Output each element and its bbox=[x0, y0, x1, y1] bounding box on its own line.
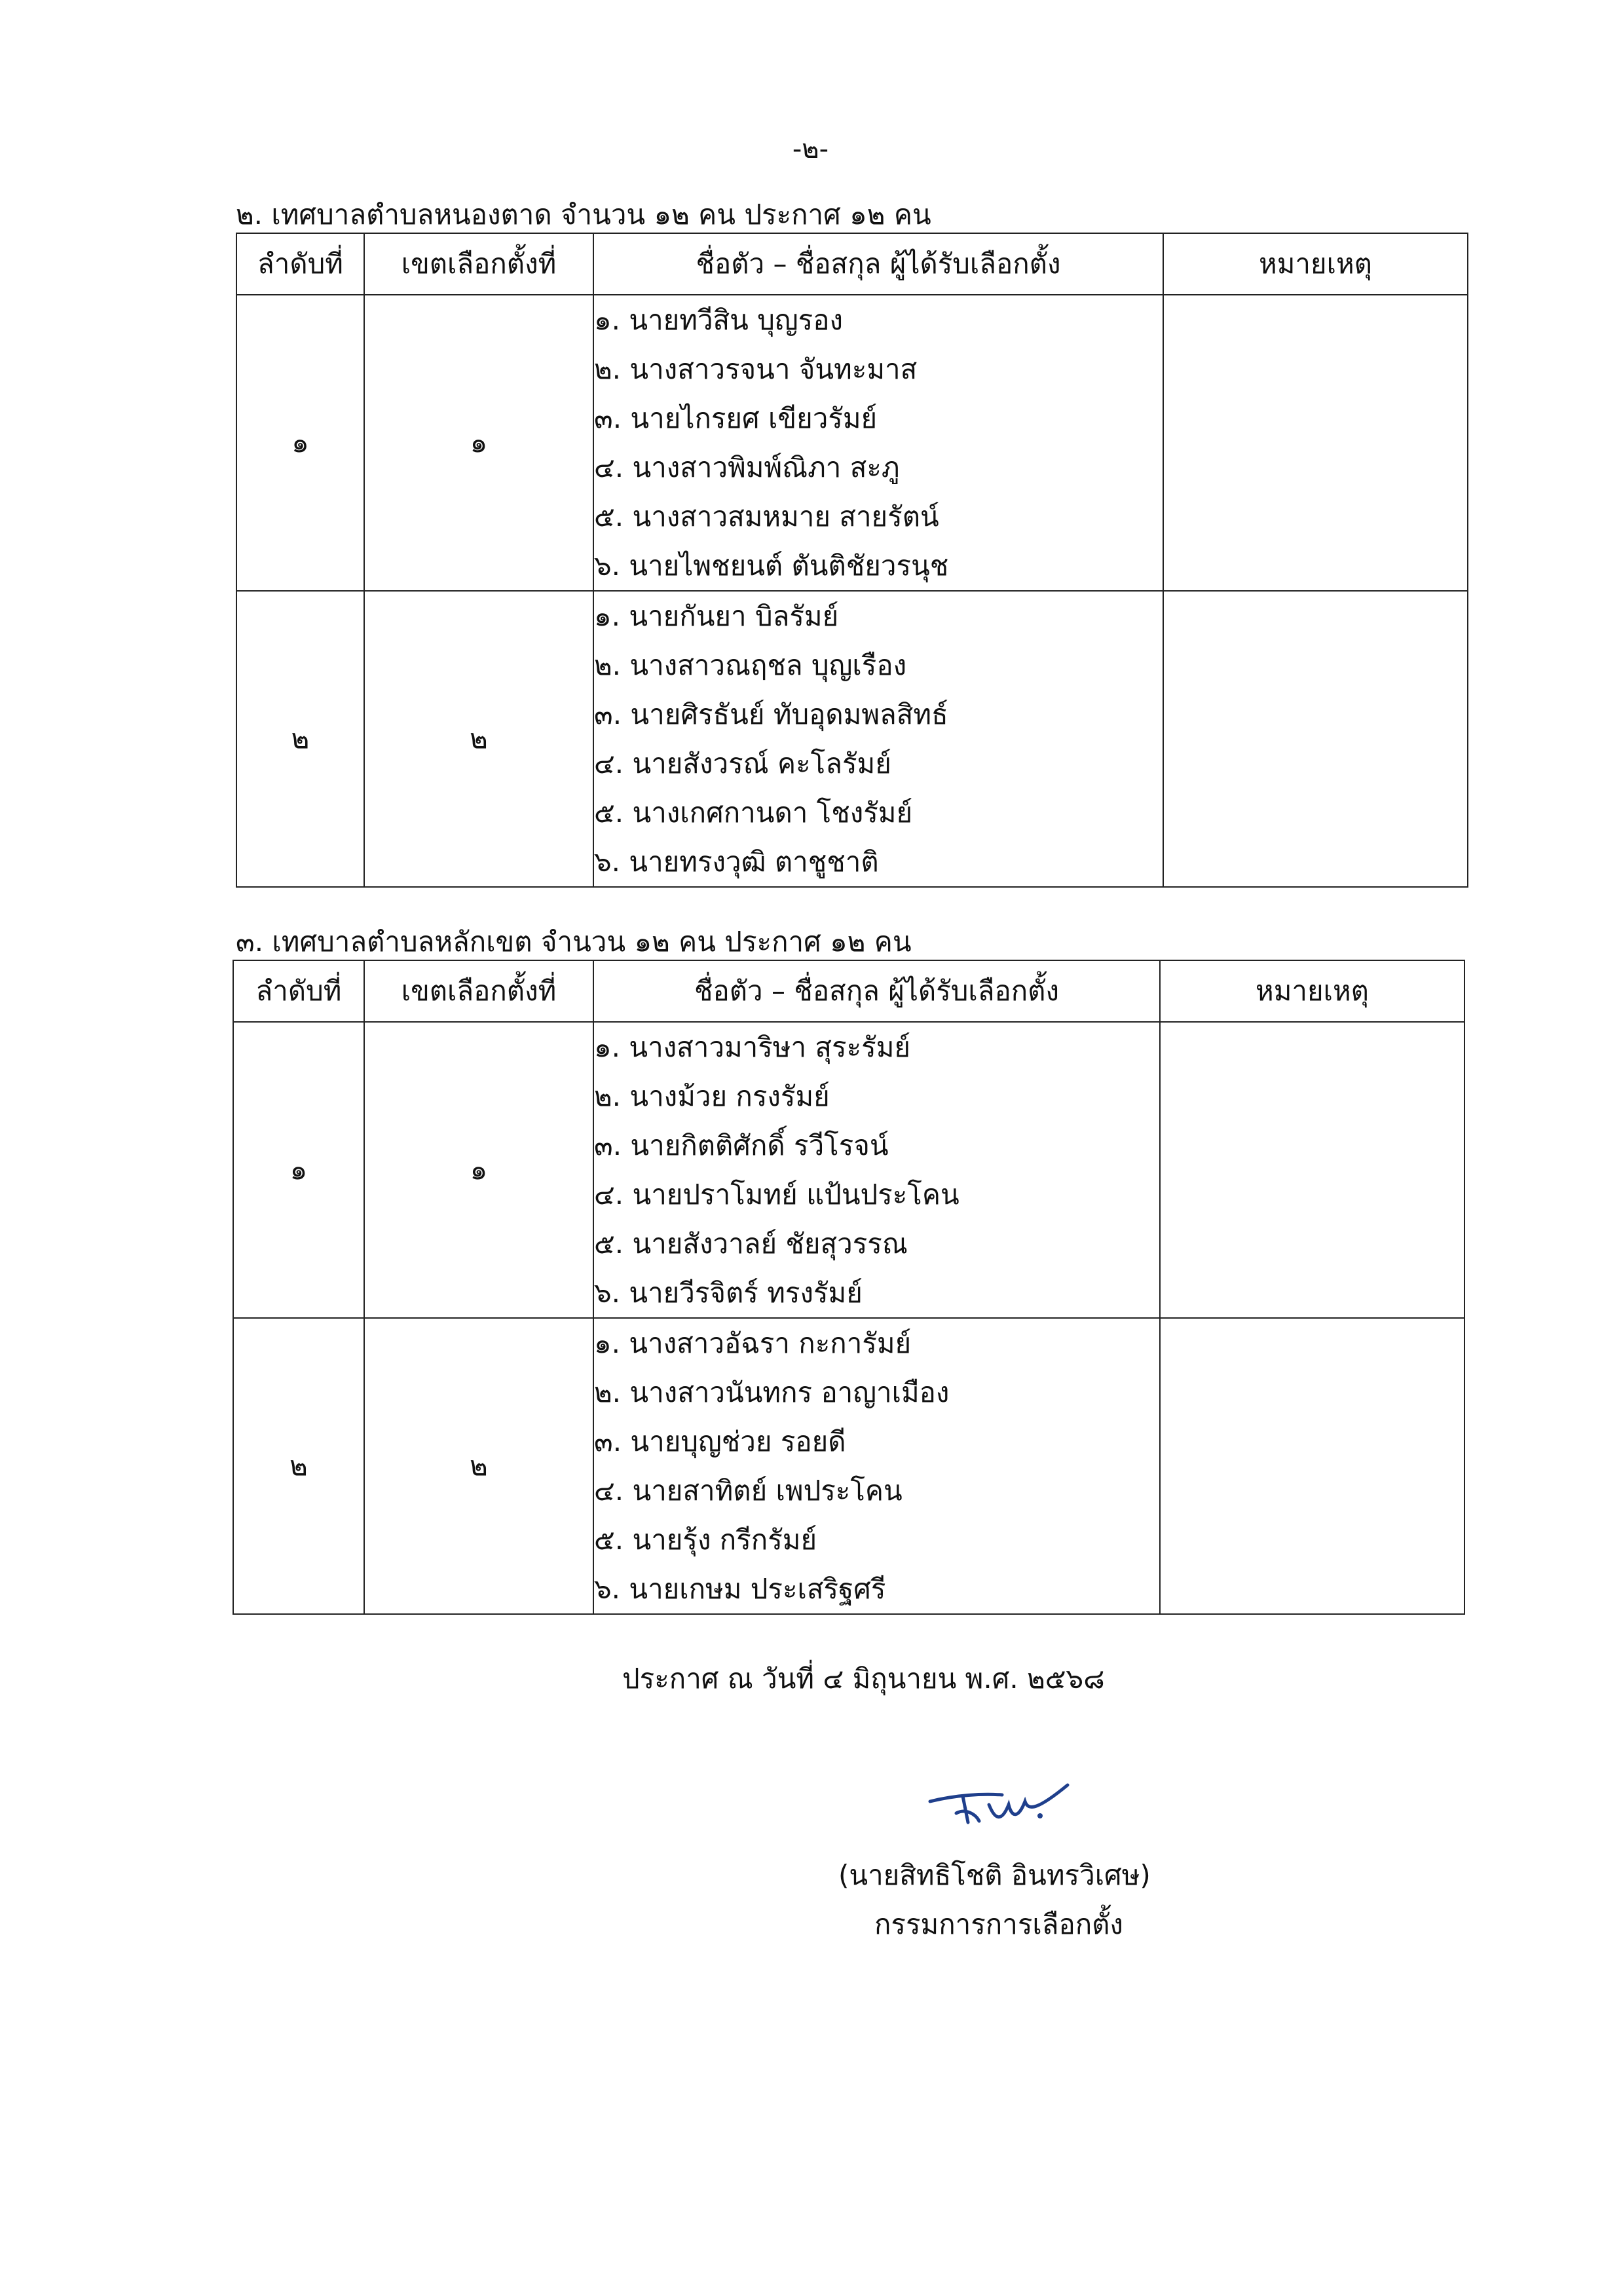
elected-name: ๔. นางสาวพิมพ์ณิภา สะภู bbox=[594, 451, 900, 483]
table-row bbox=[236, 591, 1468, 887]
signer-name: (นายสิทธิโชติ อินทรวิเศษ) bbox=[838, 1859, 1151, 1891]
elected-name: ๓. นายศิรธันย์ ทับอุดมพลสิทธ์ bbox=[594, 698, 948, 730]
elected-name: ๔. นายปราโมทย์ แป้นประโคน bbox=[594, 1178, 960, 1211]
elected-name: ๑. นางสาวมาริษา สุระรัมย์ bbox=[594, 1031, 911, 1063]
table-row bbox=[236, 295, 1468, 591]
elected-name: ๑. นายทวีสิน บุญรอง bbox=[594, 304, 843, 336]
names-cell bbox=[593, 295, 1163, 591]
results-table bbox=[233, 960, 1465, 1615]
elected-name: ๑. นางสาวอัฉรา กะการัมย์ bbox=[594, 1327, 912, 1359]
elected-name: ๕. นางสาวสมหมาย สายรัตน์ bbox=[594, 500, 939, 533]
table-row bbox=[233, 1318, 1464, 1614]
announcement-date: ประกาศ ณ วันที่ ๔ มิถุนายน พ.ศ. ๒๕๖๘ bbox=[622, 1663, 1105, 1695]
elected-name: ๕. นายรุ้ง กรีกรัมย์ bbox=[594, 1524, 817, 1556]
order-cell: ๒ bbox=[236, 591, 364, 887]
section-heading: ๓. เทศบาลตำบลหลักเขต จำนวน ๑๒ คน ประกาศ ๑๒ คน bbox=[236, 926, 912, 958]
names-cell bbox=[593, 1022, 1160, 1318]
remarks-header: หมายเหตุ bbox=[1160, 960, 1464, 1022]
order-cell: ๒ bbox=[233, 1318, 364, 1614]
elected-name: ๒. นางสาวณฤชล บุญเรือง bbox=[594, 649, 907, 681]
remarks-cell bbox=[1160, 1022, 1464, 1318]
remarks-cell bbox=[1163, 591, 1468, 887]
table-header-row bbox=[236, 233, 1468, 295]
elected-name: ๒. นางสาวนันทกร อาญาเมือง bbox=[594, 1376, 950, 1408]
elected-name: ๓. นายไกรยศ เขียวรัมย์ bbox=[594, 402, 878, 434]
order-header: ลำดับที่ bbox=[236, 233, 364, 295]
handwritten-signature bbox=[917, 1775, 1074, 1834]
district-header: เขตเลือกตั้งที่ bbox=[364, 233, 593, 295]
elected-name: ๔. นายสังวรณ์ คะโลรัมย์ bbox=[594, 747, 891, 780]
elected-name: ๑. นายกันยา บิลรัมย์ bbox=[594, 600, 839, 632]
order-header: ลำดับที่ bbox=[233, 960, 364, 1022]
elected-name: ๖. นายเกษม ประเสริฐศรี bbox=[594, 1573, 886, 1605]
elected-name: ๔. นายสาทิตย์ เพประโคน bbox=[594, 1475, 903, 1507]
section-heading: ๒. เทศบาลตำบลหนองตาด จำนวน ๑๒ คน ประกาศ ๑๒ คน bbox=[236, 198, 931, 231]
order-cell: ๑ bbox=[236, 295, 364, 591]
remarks-header: หมายเหตุ bbox=[1163, 233, 1468, 295]
elected-name: ๒. นางม้วย กรงรัมย์ bbox=[594, 1080, 830, 1112]
district-header: เขตเลือกตั้งที่ bbox=[364, 960, 593, 1022]
elected-name: ๖. นายไพชยนต์ ตันติชัยวรนุช bbox=[594, 550, 949, 582]
district-cell: ๒ bbox=[364, 1318, 593, 1614]
elected-name: ๖. นายวีรจิตร์ ทรงรัมย์ bbox=[594, 1277, 863, 1309]
elected-name: ๕. นางเกศกานดา โชงรัมย์ bbox=[594, 797, 913, 829]
order-cell: ๑ bbox=[233, 1022, 364, 1318]
elected-name: ๖. นายทรงวุฒิ ตาชูชาติ bbox=[594, 846, 879, 878]
district-cell: ๑ bbox=[364, 1022, 593, 1318]
remarks-cell bbox=[1163, 295, 1468, 591]
district-cell: ๑ bbox=[364, 295, 593, 591]
names-header: ชื่อตัว – ชื่อสกุล ผู้ได้รับเลือกตั้ง bbox=[593, 233, 1163, 295]
page-number: -๒- bbox=[792, 134, 829, 164]
results-table bbox=[236, 233, 1468, 888]
district-cell: ๒ bbox=[364, 591, 593, 887]
elected-name: ๓. นายกิตติศักดิ์ รวีโรจน์ bbox=[594, 1129, 889, 1161]
names-cell bbox=[593, 591, 1163, 887]
table-header-row bbox=[233, 960, 1464, 1022]
elected-name: ๕. นายสังวาลย์ ชัยสุวรรณ bbox=[594, 1228, 908, 1260]
table-row bbox=[233, 1022, 1464, 1318]
elected-name: ๓. นายบุญช่วย รอยดี bbox=[594, 1425, 846, 1458]
elected-name: ๒. นางสาวรจนา จันทะมาส bbox=[594, 353, 918, 385]
signer-title: กรรมการการเลือกตั้ง bbox=[874, 1908, 1123, 1940]
remarks-cell bbox=[1160, 1318, 1464, 1614]
names-header: ชื่อตัว – ชื่อสกุล ผู้ได้รับเลือกตั้ง bbox=[593, 960, 1160, 1022]
names-cell bbox=[593, 1318, 1160, 1614]
